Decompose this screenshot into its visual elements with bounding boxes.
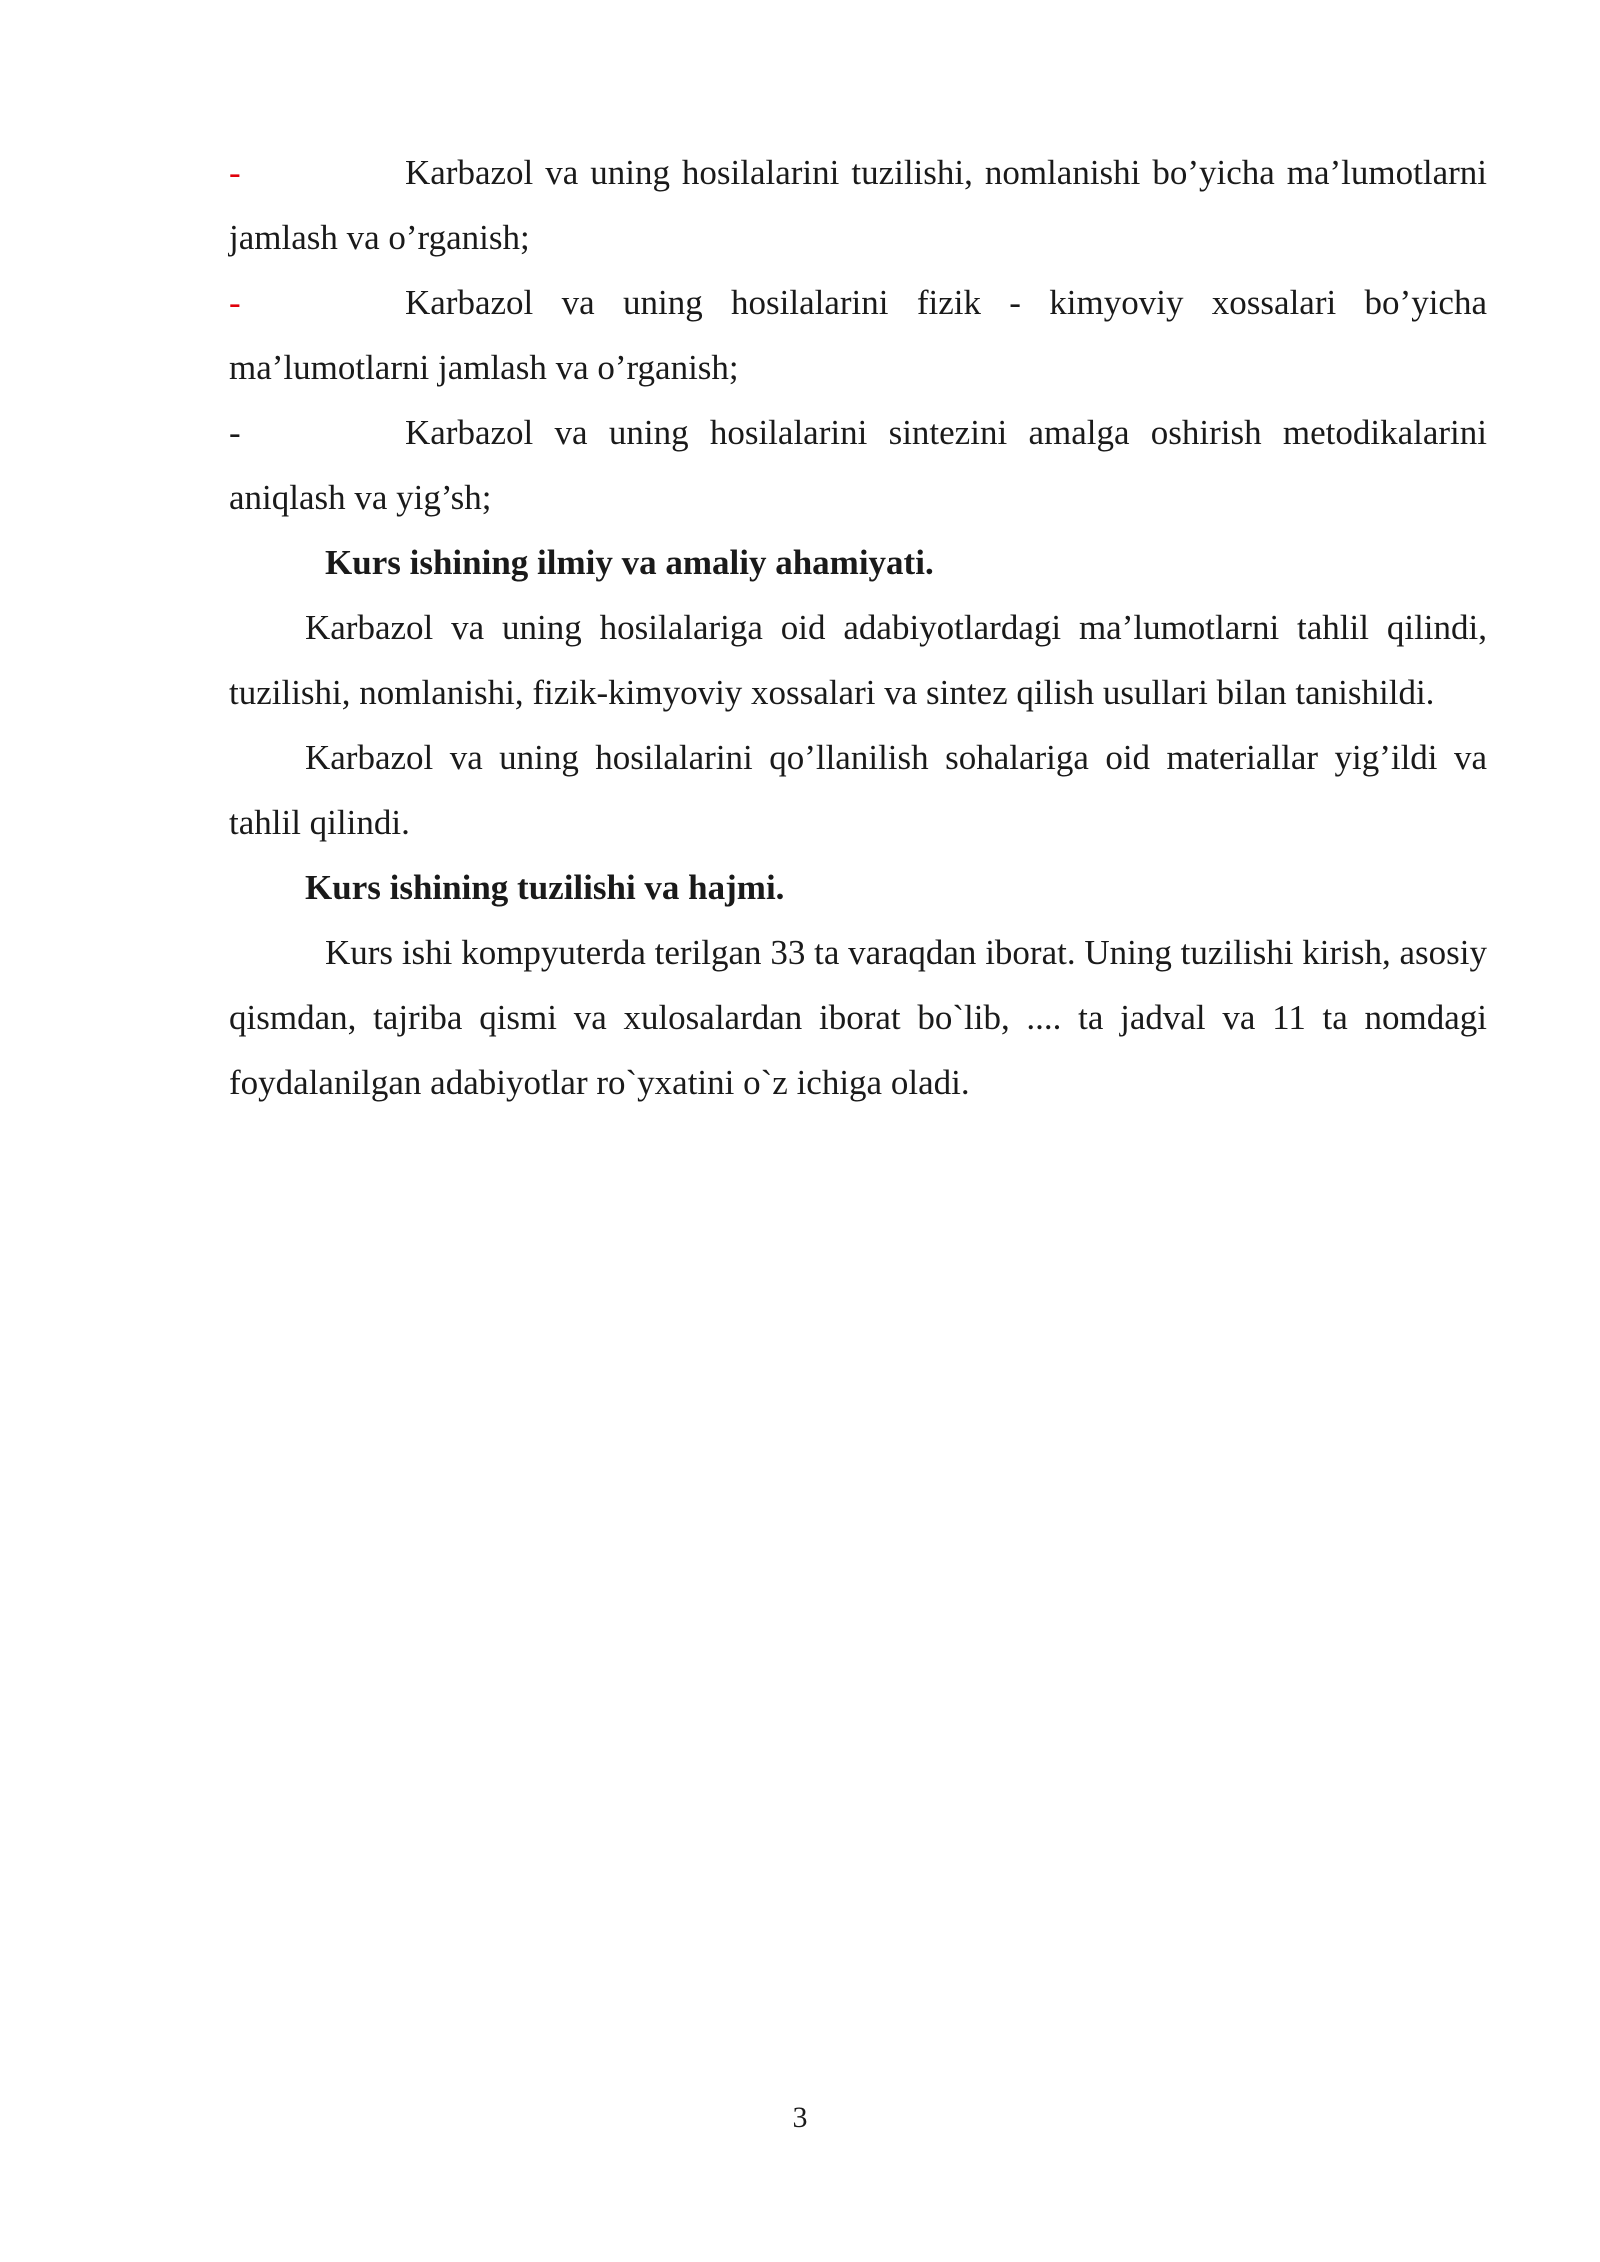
paragraph: Karbazol va uning hosilalarini qo’llanilish sohalariga oid materiallar yig’ildi va tahlil qilindi.	[229, 738, 1487, 842]
bullet-item	[229, 140, 1487, 270]
bullet-item	[229, 270, 1487, 400]
bullet-text: Karbazol va uning hosilalarini tuzilishi, nomlanishi bo’yicha ma’lumotlarni jamlash va o’rganish;	[229, 153, 1487, 257]
bullet-dash: -	[229, 283, 241, 322]
bullet-text: Karbazol va uning hosilalarini fizik - kimyoviy xossalari bo’yicha ma’lumotlarni jamlash va o’rganish;	[229, 283, 1487, 387]
bullet-item	[229, 400, 1487, 530]
section-heading-structure: Kurs ishining tuzilishi va hajmi.	[305, 868, 785, 907]
paragraph: Karbazol va uning hosilalariga oid adabiyotlardagi ma’lumotlarni tahlil qilindi, tuzilishi, nomlanishi, fizik-kimyoviy xossalari va sintez qilish usullari bilan tanishildi.	[229, 608, 1487, 712]
bullet-dash: -	[229, 413, 241, 452]
bullet-text: Karbazol va uning hosilalarini sintezini amalga oshirish metodikalarini aniqlash va yig’sh;	[229, 413, 1487, 517]
page-body	[229, 140, 1487, 1115]
section-heading-significance: Kurs ishining ilmiy va amaliy ahamiyati.	[325, 543, 934, 582]
page-number: 3	[792, 2101, 808, 2134]
bullet-dash: -	[229, 153, 241, 192]
paragraph: Kurs ishi kompyuterda terilgan 33 ta varaqdan iborat. Uning tuzilishi kirish, asosiy qismdan, tajriba qismi va xulosalardan iborat bo`lib, .... ta jadval va 11 ta nomdagi foydalanilgan adabiyotlar ro`yxatini o`z ichiga oladi.	[229, 933, 1487, 1102]
